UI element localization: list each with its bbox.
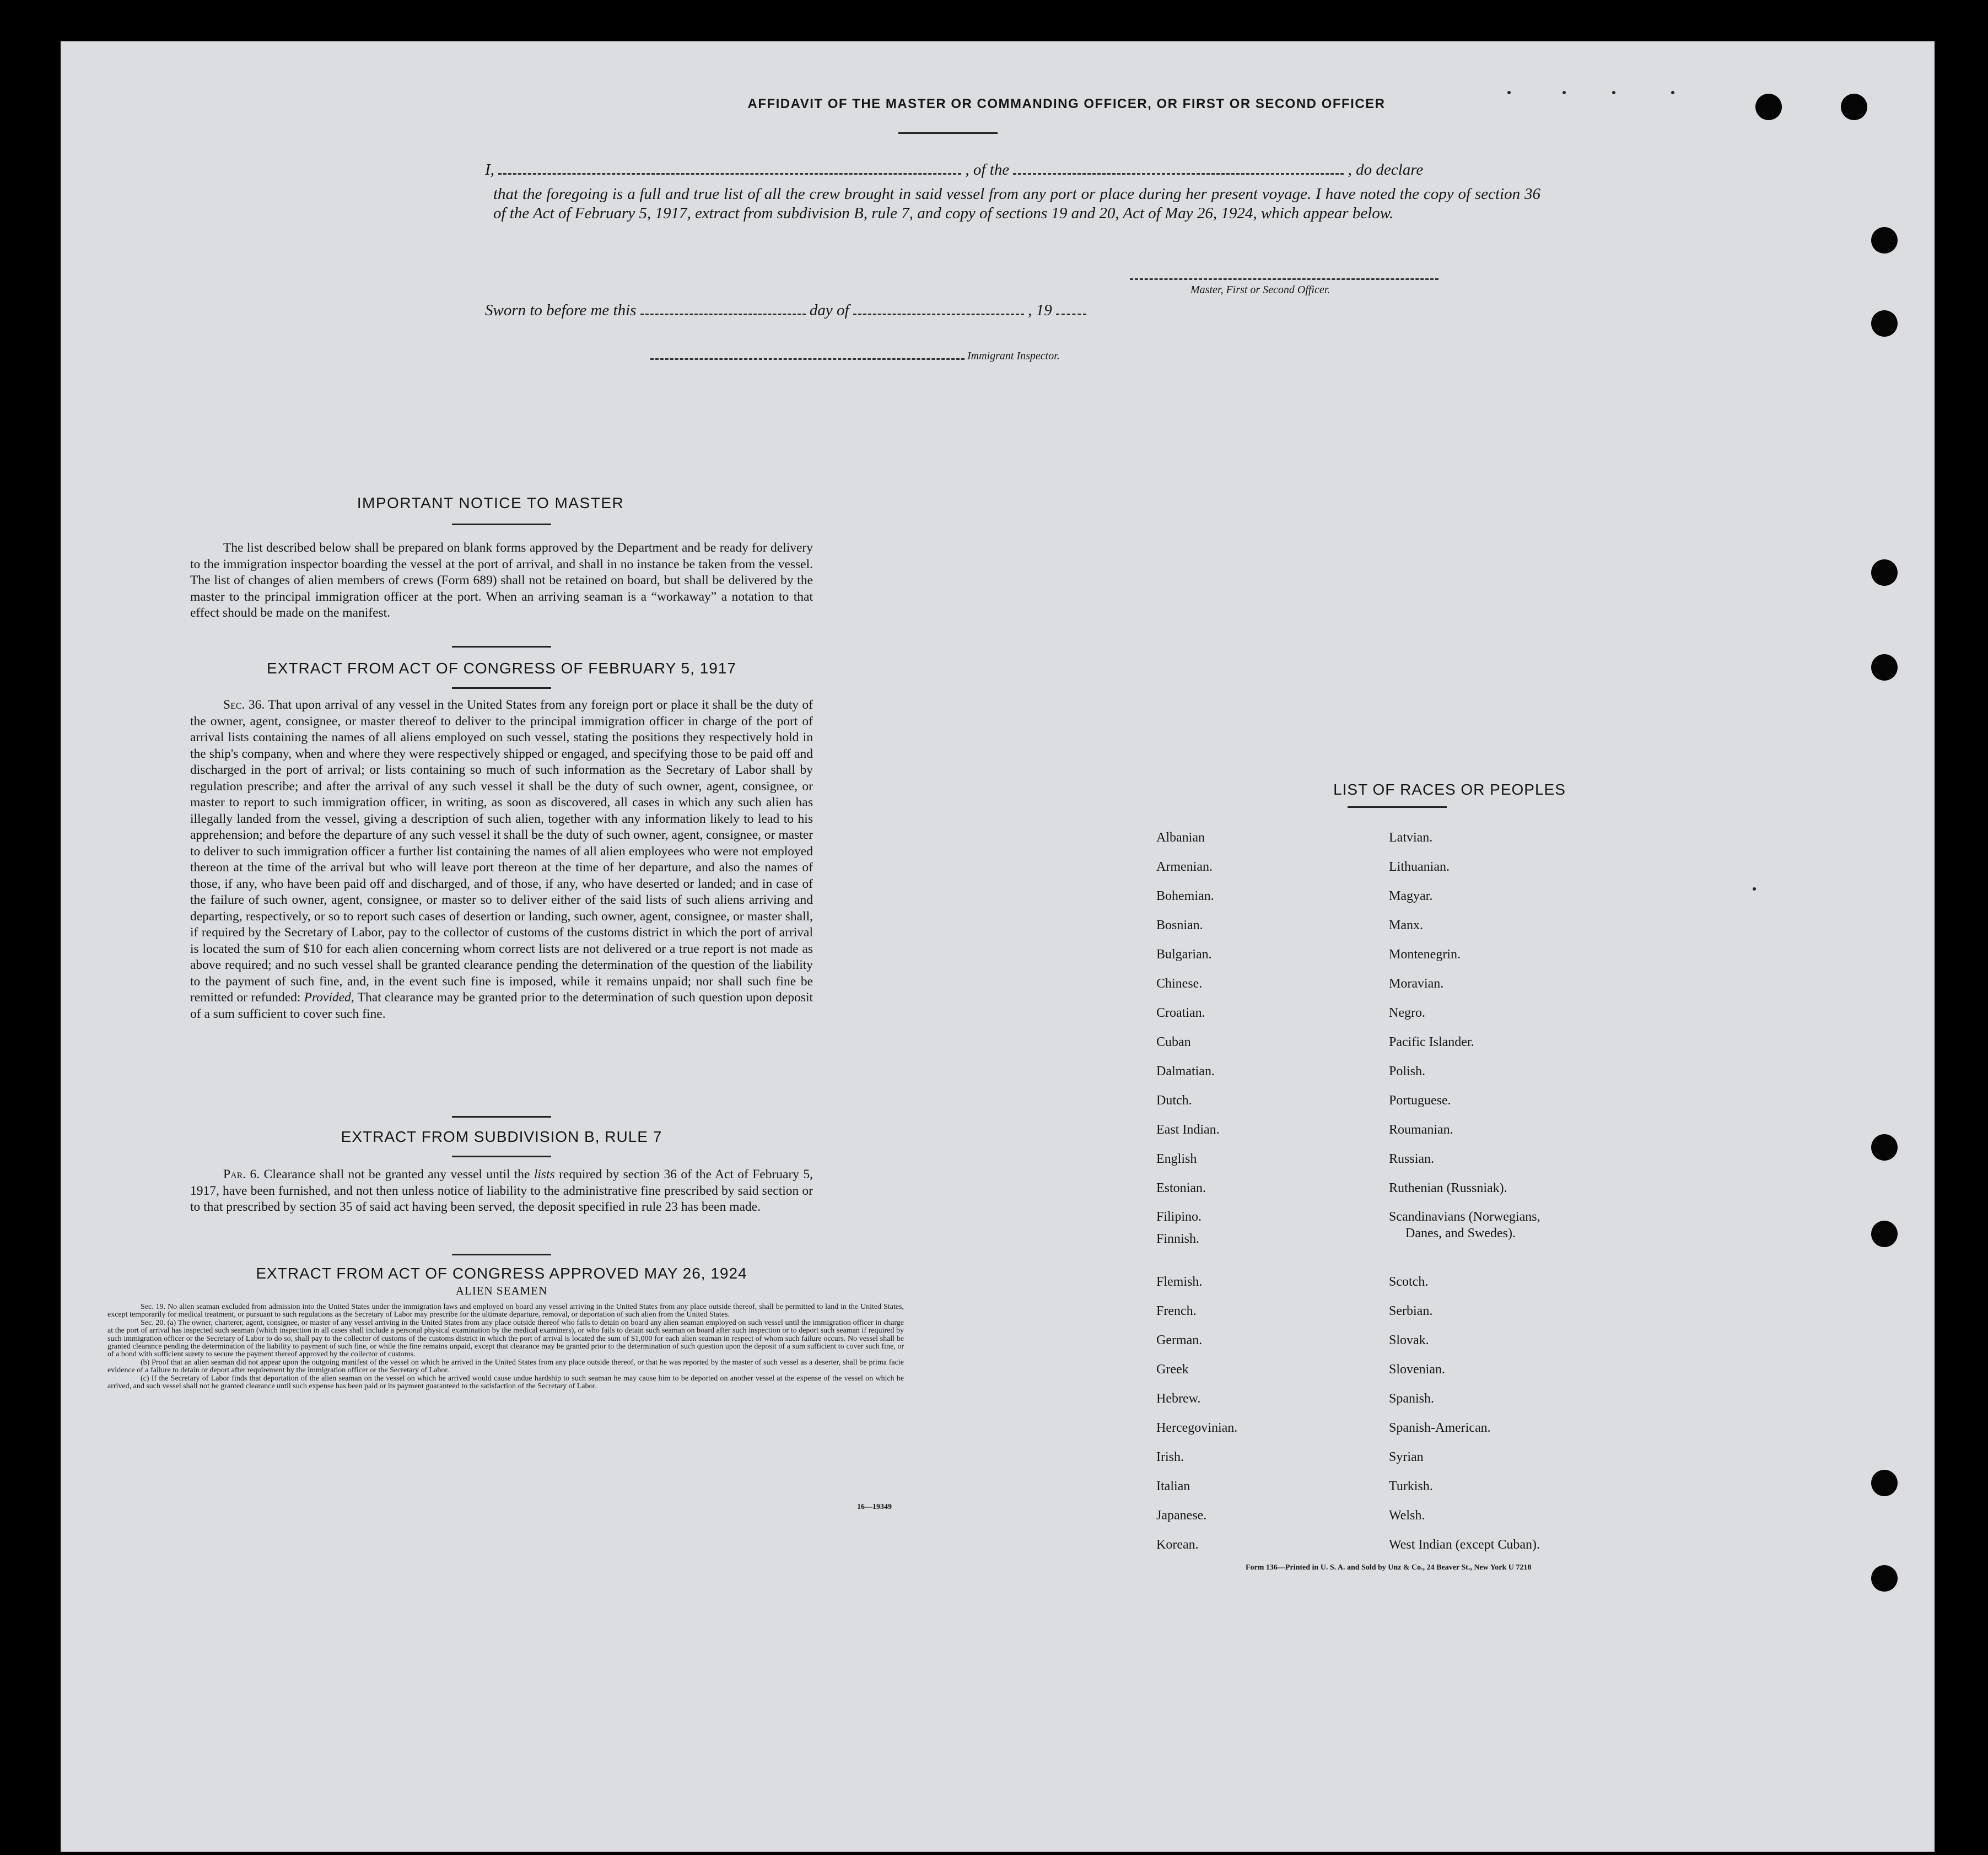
race-item: Serbian.: [1389, 1304, 1433, 1318]
race-item: Negro.: [1389, 1006, 1425, 1020]
sworn-year-field[interactable]: [1056, 300, 1086, 315]
of-the-label: , of the: [965, 161, 1010, 179]
race-item: Italian: [1156, 1479, 1190, 1493]
sec-20c-text: (c) If the Secretary of Labor finds that deportation of the alien seaman on the vessel on which he arrived would cause undue hardship to such seaman he may cause him to be deported on another vessel at the expense of the vessel on which he arrived, and such vessel shall not be granted clearance until such expense has been paid or its payment guaranteed to the satisfaction of the Secretary of Labor.: [107, 1374, 904, 1391]
affidavit-body: that the foregoing is a full and true list of all the crew brought in said vessel from any port or place during her present voyage. I have noted the copy of section 36 of the Act of February 5, 1917, extract from subdivision B, rule 7, and copy of sections 19 and 20, Act of May 26, 1924, which appear below.: [493, 185, 1540, 222]
race-item: West Indian (except Cuban).: [1389, 1538, 1540, 1552]
act-1924-title: EXTRACT FROM ACT OF CONGRESS APPROVED MAY 26, 1924: [256, 1265, 747, 1282]
sec-19-text: Sec. 19. No alien seaman excluded from admission into the United States under the immigration laws and employed on board any vessel arriving in the United States from any place outside thereof, shall be permitted to land in the United States, except temporarily for medical treatment, or pursuant to such regulations as the Secretary of Labor may prescribe for the ultimate departure, removal, or deportation of such alien from the United States.: [107, 1303, 904, 1319]
inspector-caption: Immigrant Inspector.: [967, 350, 1060, 362]
speck: [1563, 91, 1566, 94]
race-item: Welsh.: [1389, 1508, 1425, 1523]
race-item: Dalmatian.: [1156, 1064, 1215, 1079]
sec-36-text: That upon arrival of any vessel in the United States from any foreign port or place it shall be the duty of the owner, agent, consignee, or master thereof to deliver to the principal immigration officer in charge of the port of arrival lists containing the names of all aliens employed on such vessel, stating the positions they respectively hold in the ship's company, when and where they were respectively shipped or engaged, and specifying those to be paid off and discharged in the port of arrival; or lists containing so much of such information as the Secretary of Labor shall by regulation prescribe; and after the arrival of any such vessel it shall be the duty of such owner, agent, consignee, or master to report to such immigration officer, in writing, as soon as discovered, all cases in which any such alien has illegally landed from the vessel, giving a description of such alien, together with any information likely to lead to his apprehension; and before the departure of any such vessel it shall be the duty of such owner, agent, consignee, or master to deliver to such immigration officer a further list containing the names of all alien employees who were not employed thereon at the time of the arrival but who will leave port thereon at the time of her departure, and also the names of those, if any, who have been paid off and discharged, and of those, if any, who have deserted or landed; and in case of the failure of such owner, agent, consignee, or master so to deliver either of the said lists of such aliens arriving and departing, respectively, or so to report such cases of desertion or landing, such owner, agent, consignee, or master shall, if required by the Secretary of Labor, pay to the collector of customs of the customs district in which the port of arrival is located the sum of $10 for each alien concerning whom correct lists are not delivered or a true report is not made as above required; and no such vessel shall be granted clearance pending the determination of the question of the liability to the payment of such fine, and, in the event such fine is imposed, while it remains unpaid; nor shall such fine be remitted or refunded:: [190, 698, 813, 1005]
race-item: Manx.: [1389, 918, 1423, 932]
punch-hole: [1871, 1565, 1898, 1592]
day-of-label: day of: [809, 301, 849, 319]
speck: [1612, 91, 1615, 94]
race-item: Ruthenian (Russniak).: [1389, 1181, 1507, 1195]
act-1917-end-rule: [452, 1116, 551, 1118]
race-item: Magyar.: [1389, 889, 1433, 903]
master-caption: Master, First or Second Officer.: [1190, 284, 1330, 296]
race-item: German.: [1156, 1333, 1203, 1347]
race-item: Roumanian.: [1389, 1123, 1453, 1137]
par-6-text-b: required by section 36 of the Act of February 5, 1917, have been furnished, and not then unless notice of liability to the administrative fine prescribed by said section or to that prescribed by section 35 of said act having been served, the deposit specified in rule 23 has been made.: [190, 1167, 813, 1214]
race-item: Scotch.: [1389, 1275, 1429, 1289]
punch-hole: [1871, 1221, 1898, 1247]
race-item: Albanian: [1156, 831, 1205, 845]
race-item: Danes, and Swedes).: [1405, 1226, 1516, 1241]
notice-text: The list described below shall be prepared on blank forms approved by the Department and be ready for delivery to the immigration inspector boarding the vessel at the port of arrival, and shall in no instance be taken from the vessel. The list of changes of alien members of crews (Form 689) shall not be retained on board, but shall be delivered by the master to the principal immigration officer at the port. When an arriving seaman is a “workaway” a notation to that effect should be made on the manifest.: [190, 541, 813, 620]
race-item: Japanese.: [1156, 1508, 1207, 1523]
race-item: Hebrew.: [1156, 1392, 1201, 1406]
rule-7-rule: [452, 1156, 551, 1157]
rule-7-title: EXTRACT FROM SUBDIVISION B, RULE 7: [341, 1128, 662, 1145]
race-item: Armenian.: [1156, 860, 1213, 874]
race-item: English: [1156, 1152, 1197, 1166]
provided-word: Provided,: [304, 990, 354, 1005]
form-imprint: Form 136—Printed in U. S. A. and Sold by Unz & Co., 24 Beaver St., New York U 7218: [1246, 1563, 1532, 1572]
race-item: Greek: [1156, 1362, 1189, 1377]
sec-20b-text: (b) Proof that an alien seaman did not appear upon the outgoing manifest of the vessel on which he arrived in the United States from any place outside thereof, or that he was reported by the master of such vessel as a deserter, shall be prima facie evidence of a failure to detain or deport after requirement by the immigration officer or the Secretary of Labor.: [107, 1358, 904, 1375]
race-item: Portuguese.: [1389, 1093, 1451, 1108]
document-page: [61, 41, 1935, 1852]
race-item: Bosnian.: [1156, 918, 1203, 932]
punch-hole: [1871, 1470, 1898, 1496]
race-item: Montenegrin.: [1389, 947, 1461, 962]
race-item: French.: [1156, 1304, 1197, 1318]
race-item: Spanish.: [1389, 1392, 1435, 1406]
punch-hole: [1871, 654, 1898, 681]
punch-hole: [1841, 94, 1867, 120]
race-item: East Indian.: [1156, 1123, 1220, 1137]
sworn-line: [485, 300, 1086, 320]
sec-36-text-end: That clearance may be granted prior to the determination of such question upon deposit of a sum sufficient to cover such fine.: [190, 990, 813, 1021]
sworn-day-field[interactable]: [640, 300, 806, 315]
race-item: Estonian.: [1156, 1181, 1206, 1195]
race-item: Turkish.: [1389, 1479, 1433, 1493]
year-prefix-label: , 19: [1028, 301, 1052, 319]
races-title: LIST OF RACES OR PEOPLES: [1333, 781, 1566, 798]
race-item: Cuban: [1156, 1035, 1191, 1049]
par-6-label: Par. 6.: [223, 1167, 260, 1182]
act-1917-rule: [452, 687, 551, 689]
sec-20a-text: Sec. 20. (a) The owner, charterer, agent, consignee, or master of any vessel arriving in the United States from any place outside thereof who fails to detain on board any alien seaman employed on such vessel until the immigration officer in charge at the port of arrival has inspected such seaman (which inspection in all cases shall include a personal physical examination by the medical examiners), or who fails to detain such seaman on board after such inspection or to deport such seaman if required by such immigration officer or the Secretary of Labor to do so, shall pay to the collector of customs of the customs district in which the port of arrival is located the sum of $1,000 for each alien seaman in respect of whom such failure occurs. No vessel shall be granted clearance pending the determination of the liability to payment of such fine, or while the fine remains unpaid, except that clearance may be granted prior to the determination of such question upon the deposit of a sum sufficient to cover such fine, or of a bond with sufficient surety to secure the payment thereof approved by the collector of customs.: [107, 1318, 904, 1359]
sworn-label: Sworn to before me this: [485, 301, 637, 319]
rule-7-body: [190, 1167, 813, 1216]
race-item: Chinese.: [1156, 977, 1203, 991]
race-item: Irish.: [1156, 1450, 1184, 1464]
race-item: Slovenian.: [1389, 1362, 1445, 1377]
race-item: Russian.: [1389, 1152, 1435, 1166]
race-item: Slovak.: [1389, 1333, 1429, 1347]
race-item: Polish.: [1389, 1064, 1426, 1079]
notice-body: [190, 540, 813, 622]
vessel-name-field[interactable]: [1013, 160, 1344, 175]
inspector-signature-line[interactable]: [650, 358, 965, 360]
punch-hole: [1871, 310, 1898, 337]
race-item: Spanish-American.: [1389, 1421, 1491, 1435]
act-1924-subtitle: ALIEN SEAMEN: [455, 1284, 548, 1297]
race-item: Moravian.: [1389, 977, 1444, 991]
par-6-text-a: Clearance shall not be granted any vessel until the: [263, 1167, 530, 1182]
act-1917-title: EXTRACT FROM ACT OF CONGRESS OF FEBRUARY 5, 1917: [267, 660, 736, 677]
race-item: Finnish.: [1156, 1232, 1200, 1246]
punch-hole: [1871, 227, 1898, 254]
race-item: Pacific Islander.: [1389, 1035, 1474, 1049]
punch-hole: [1871, 1134, 1898, 1161]
speck: [1753, 887, 1756, 891]
act-1924-body: [107, 1303, 904, 1390]
sec-36-label: Sec. 36.: [223, 698, 265, 712]
lists-word: lists: [534, 1167, 555, 1182]
declarant-name-field[interactable]: [498, 160, 961, 175]
sworn-month-field[interactable]: [853, 300, 1024, 315]
race-item: Croatian.: [1156, 1006, 1205, 1020]
notice-title: IMPORTANT NOTICE TO MASTER: [357, 494, 624, 511]
rule-7-end-rule: [452, 1254, 551, 1255]
race-item: Hercegovinian.: [1156, 1421, 1238, 1435]
print-code: 16—19349: [857, 1503, 892, 1511]
title-rule: [898, 132, 998, 134]
race-item: Lithuanian.: [1389, 860, 1450, 874]
race-item: Latvian.: [1389, 831, 1433, 845]
speck: [1507, 91, 1511, 94]
master-signature-line[interactable]: [1130, 278, 1439, 280]
act-1917-body: [190, 697, 813, 1022]
race-item: Flemish.: [1156, 1275, 1203, 1289]
race-item: Syrian: [1389, 1450, 1424, 1464]
punch-hole: [1755, 94, 1782, 120]
races-rule: [1348, 806, 1447, 808]
race-item: Filipino.: [1156, 1210, 1202, 1224]
race-item: Korean.: [1156, 1538, 1199, 1552]
race-item: Scandinavians (Norwegians,: [1389, 1210, 1540, 1224]
notice-rule: [452, 524, 551, 525]
punch-hole: [1871, 559, 1898, 586]
declare-label: , do declare: [1348, 161, 1424, 179]
affidavit-title: AFFIDAVIT OF THE MASTER OR COMMANDING OFFICER, OR FIRST OR SECOND OFFICER: [747, 96, 1386, 111]
race-item: Dutch.: [1156, 1093, 1192, 1108]
affidavit-declaration-line: [485, 160, 1423, 179]
declarant-label: I,: [485, 161, 494, 179]
speck: [1671, 91, 1674, 94]
race-item: Bohemian.: [1156, 889, 1214, 903]
notice-end-rule: [452, 646, 551, 648]
race-item: Bulgarian.: [1156, 947, 1212, 962]
